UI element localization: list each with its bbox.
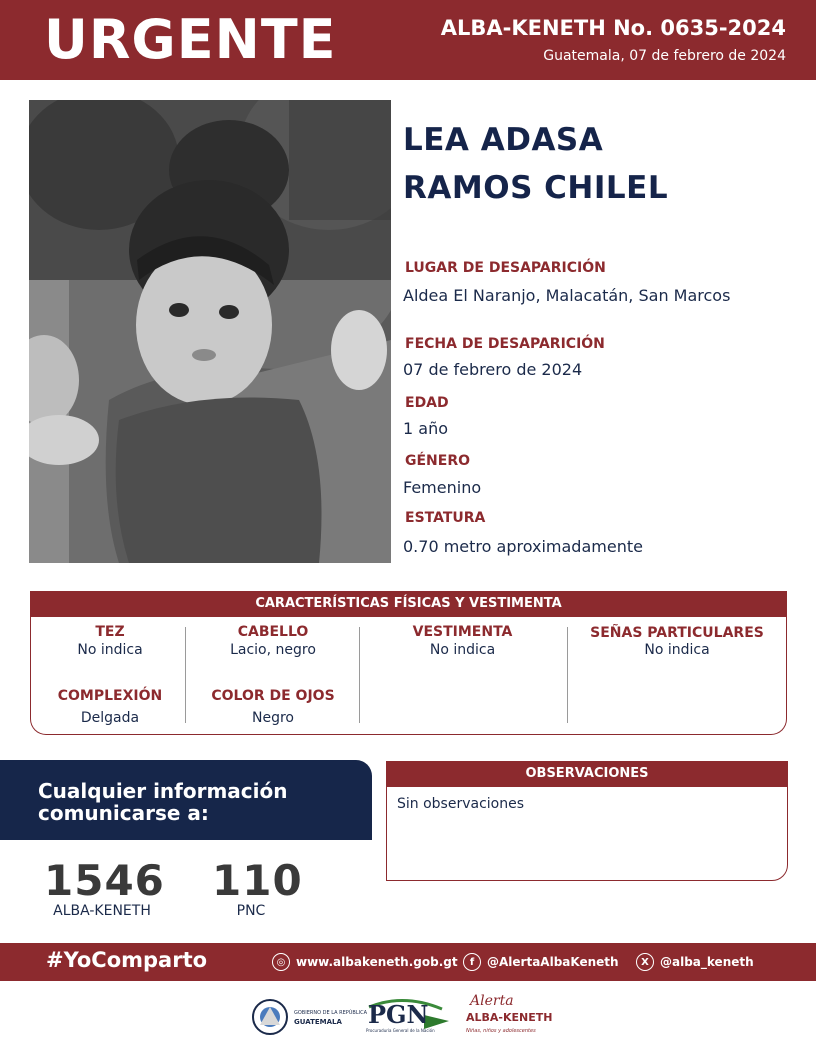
- vestimenta-label: VESTIMENTA: [412, 624, 513, 640]
- urgent-title: URGENTE: [44, 8, 337, 71]
- person-name: [403, 116, 668, 212]
- cabello-label: CABELLO: [237, 624, 309, 640]
- globe-icon: ◎: [272, 953, 290, 971]
- tez-value: No indica: [77, 642, 143, 658]
- senas-value: No indica: [644, 642, 710, 658]
- phone-label-pnc: PNC: [236, 903, 266, 919]
- contact-text-line2: comunicarse a:: [38, 801, 209, 825]
- missing-person-photo: [29, 100, 391, 563]
- genero-value: Femenino: [403, 478, 482, 497]
- senas-label: SEÑAS PARTICULARES: [590, 625, 764, 641]
- contact-text: [38, 780, 288, 824]
- facebook-icon: f: [463, 953, 481, 971]
- genero-label: GÉNERO: [405, 453, 471, 469]
- observations-title: OBSERVACIONES: [386, 761, 788, 787]
- lugar-value: Aldea El Naranjo, Malacatán, San Marcos: [403, 286, 731, 305]
- estatura-label: ESTATURA: [405, 510, 486, 526]
- alert-place-date: Guatemala, 07 de febrero de 2024: [543, 48, 786, 64]
- tez-label: TEZ: [95, 624, 125, 640]
- website-text: www.albakeneth.gob.gt: [296, 955, 458, 969]
- characteristics-title: CARACTERÍSTICAS FÍSICAS Y VESTIMENTA: [30, 591, 787, 617]
- alerta-text: Alerta: [470, 993, 514, 1009]
- pgn-logo: [364, 995, 454, 1039]
- government-logo: [250, 995, 368, 1047]
- ojos-label: COLOR DE OJOS: [211, 688, 335, 704]
- person-name-line1: LEA ADASA: [403, 122, 604, 158]
- complexion-label: COMPLEXIÓN: [57, 688, 163, 704]
- alba-subtext: Niñas, niños y adolescentes: [466, 1028, 536, 1034]
- x-icon: X: [636, 953, 654, 971]
- facebook-text: @AlertaAlbaKeneth: [487, 955, 619, 969]
- phone-number-alba[interactable]: 1546: [44, 856, 165, 905]
- gov-line1: GOBIERNO DE LA REPÚBLICA: [294, 1010, 368, 1016]
- fecha-label: FECHA DE DESAPARICIÓN: [405, 336, 605, 352]
- vestimenta-value: No indica: [429, 642, 496, 658]
- alert-number: ALBA-KENETH No. 0635-2024: [440, 16, 786, 40]
- gov-line2: GUATEMALA: [294, 1018, 342, 1026]
- phone-number-pnc[interactable]: 110: [212, 856, 303, 905]
- twitter-link[interactable]: [636, 953, 754, 971]
- ojos-value: Negro: [252, 710, 294, 726]
- pgn-subtext: Procuraduría General de la Nación: [366, 1028, 435, 1033]
- alba-keneth-text: ALBA-KENETH: [466, 1011, 553, 1024]
- contact-text-line1: Cualquier información: [38, 779, 288, 803]
- edad-value: 1 año: [403, 419, 448, 438]
- edad-label: EDAD: [405, 395, 449, 411]
- estatura-value: 0.70 metro aproximadamente: [403, 537, 643, 556]
- person-name-line2: RAMOS CHILEL: [403, 170, 669, 206]
- lugar-label: LUGAR DE DESAPARICIÓN: [405, 260, 606, 276]
- fecha-value: 07 de febrero de 2024: [403, 360, 583, 379]
- observations-text: Sin observaciones: [397, 796, 525, 812]
- complexion-value: Delgada: [80, 710, 140, 726]
- cabello-value: Lacio, negro: [230, 642, 316, 658]
- twitter-text: @alba_keneth: [660, 955, 754, 969]
- pgn-text: PGN: [368, 1000, 429, 1029]
- website-link[interactable]: [272, 953, 458, 971]
- hashtag: #YoComparto: [46, 948, 208, 972]
- phone-label-alba: ALBA-KENETH: [53, 903, 151, 919]
- facebook-link[interactable]: [463, 953, 619, 971]
